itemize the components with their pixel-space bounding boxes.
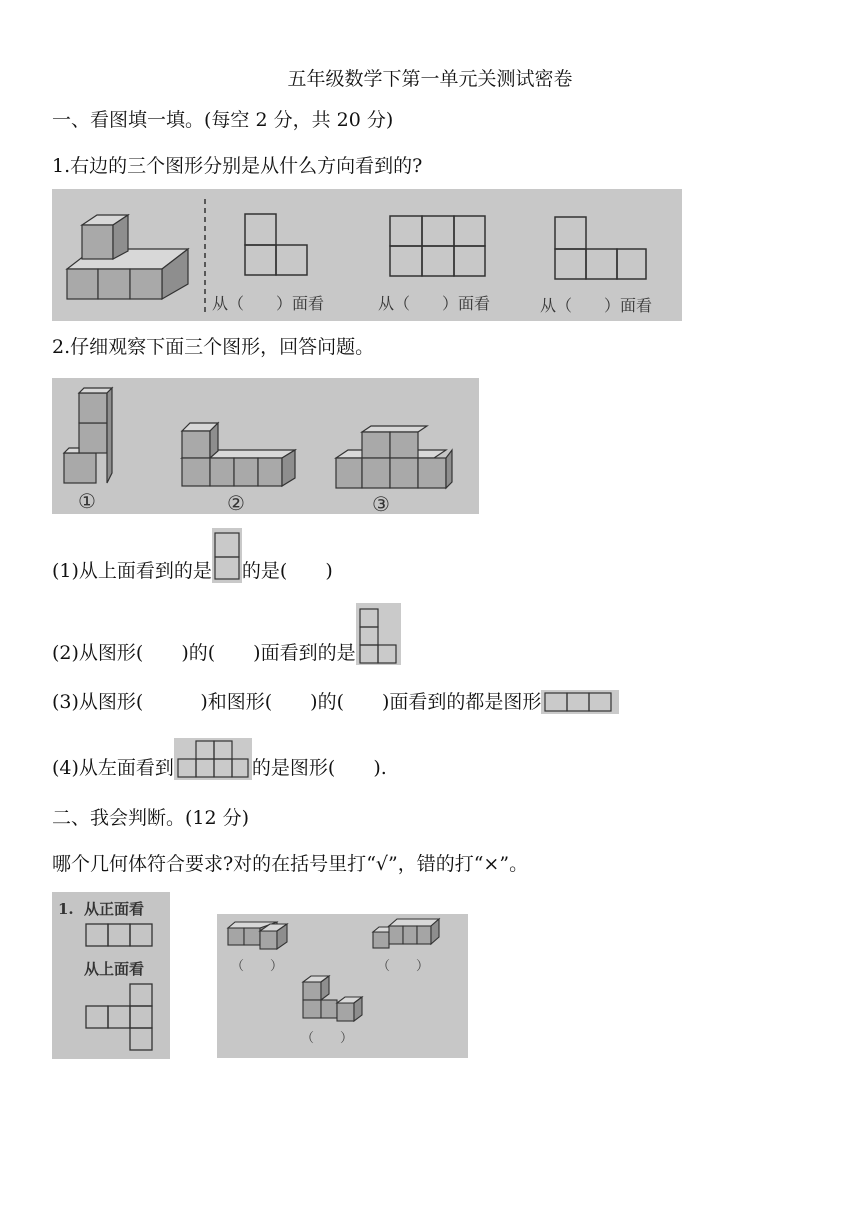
judge-front-label: 从正面看: [84, 900, 145, 918]
judge-number: 1.: [58, 900, 74, 918]
question-2: 2.仔细观察下面三个图形，回答问题。: [52, 336, 375, 358]
caption-1: 从（ ）面看: [212, 294, 325, 313]
caption-3: 从（ ）面看: [540, 296, 653, 315]
question-1-figure: [52, 189, 682, 321]
section-2-heading: 二、我会判断。(12 分): [52, 807, 250, 829]
bracket-a: （ ）: [231, 959, 284, 974]
subquestion-4-text-a: (4)从左面看到: [52, 757, 174, 779]
figure-label-3: ③: [372, 492, 390, 514]
subquestion-4-text-b: 的是图形( ).: [251, 757, 387, 779]
document-title: 五年级数学下第一单元关测试密卷: [287, 68, 573, 90]
caption-2: 从（ ）面看: [378, 294, 491, 313]
subquestion-1-text-b: 的是( ): [241, 560, 333, 582]
subquestion-1: [52, 528, 333, 586]
bracket-b: （ ）: [377, 959, 430, 974]
section-2-instruction: 哪个几何体符合要求?对的在括号里打“√”，错的打“×”。: [52, 853, 529, 875]
inline-view-three-row: [541, 690, 619, 714]
subquestion-2: [52, 603, 401, 667]
question-2-figure: [52, 378, 479, 514]
judge-options-figure: [217, 914, 468, 1058]
figure-label-1: ①: [78, 489, 96, 513]
figure-label-2: ②: [227, 491, 245, 514]
judge-requirement-card: [52, 892, 170, 1059]
judge-top-label: 从上面看: [84, 960, 145, 978]
subquestion-3: [52, 690, 619, 716]
section-1-heading: 一、看图填一填。(每空 2 分，共 20 分): [52, 109, 394, 131]
subquestion-1-text-a: (1)从上面看到的是: [52, 560, 212, 582]
inline-view-l-shape: [356, 603, 401, 665]
subquestion-3-text: (3)从图形( )和图形( )的( )面看到的都是图形: [52, 691, 542, 713]
subquestion-4: [52, 738, 387, 784]
question-1: 1.右边的三个图形分别是从什么方向看到的?: [52, 155, 423, 177]
subquestion-2-text: (2)从图形( )的( )面看到的是: [52, 642, 356, 664]
bracket-c: （ ）: [301, 1031, 354, 1046]
inline-view-t-shape: [174, 738, 252, 780]
inline-view-two-squares: [212, 528, 242, 583]
